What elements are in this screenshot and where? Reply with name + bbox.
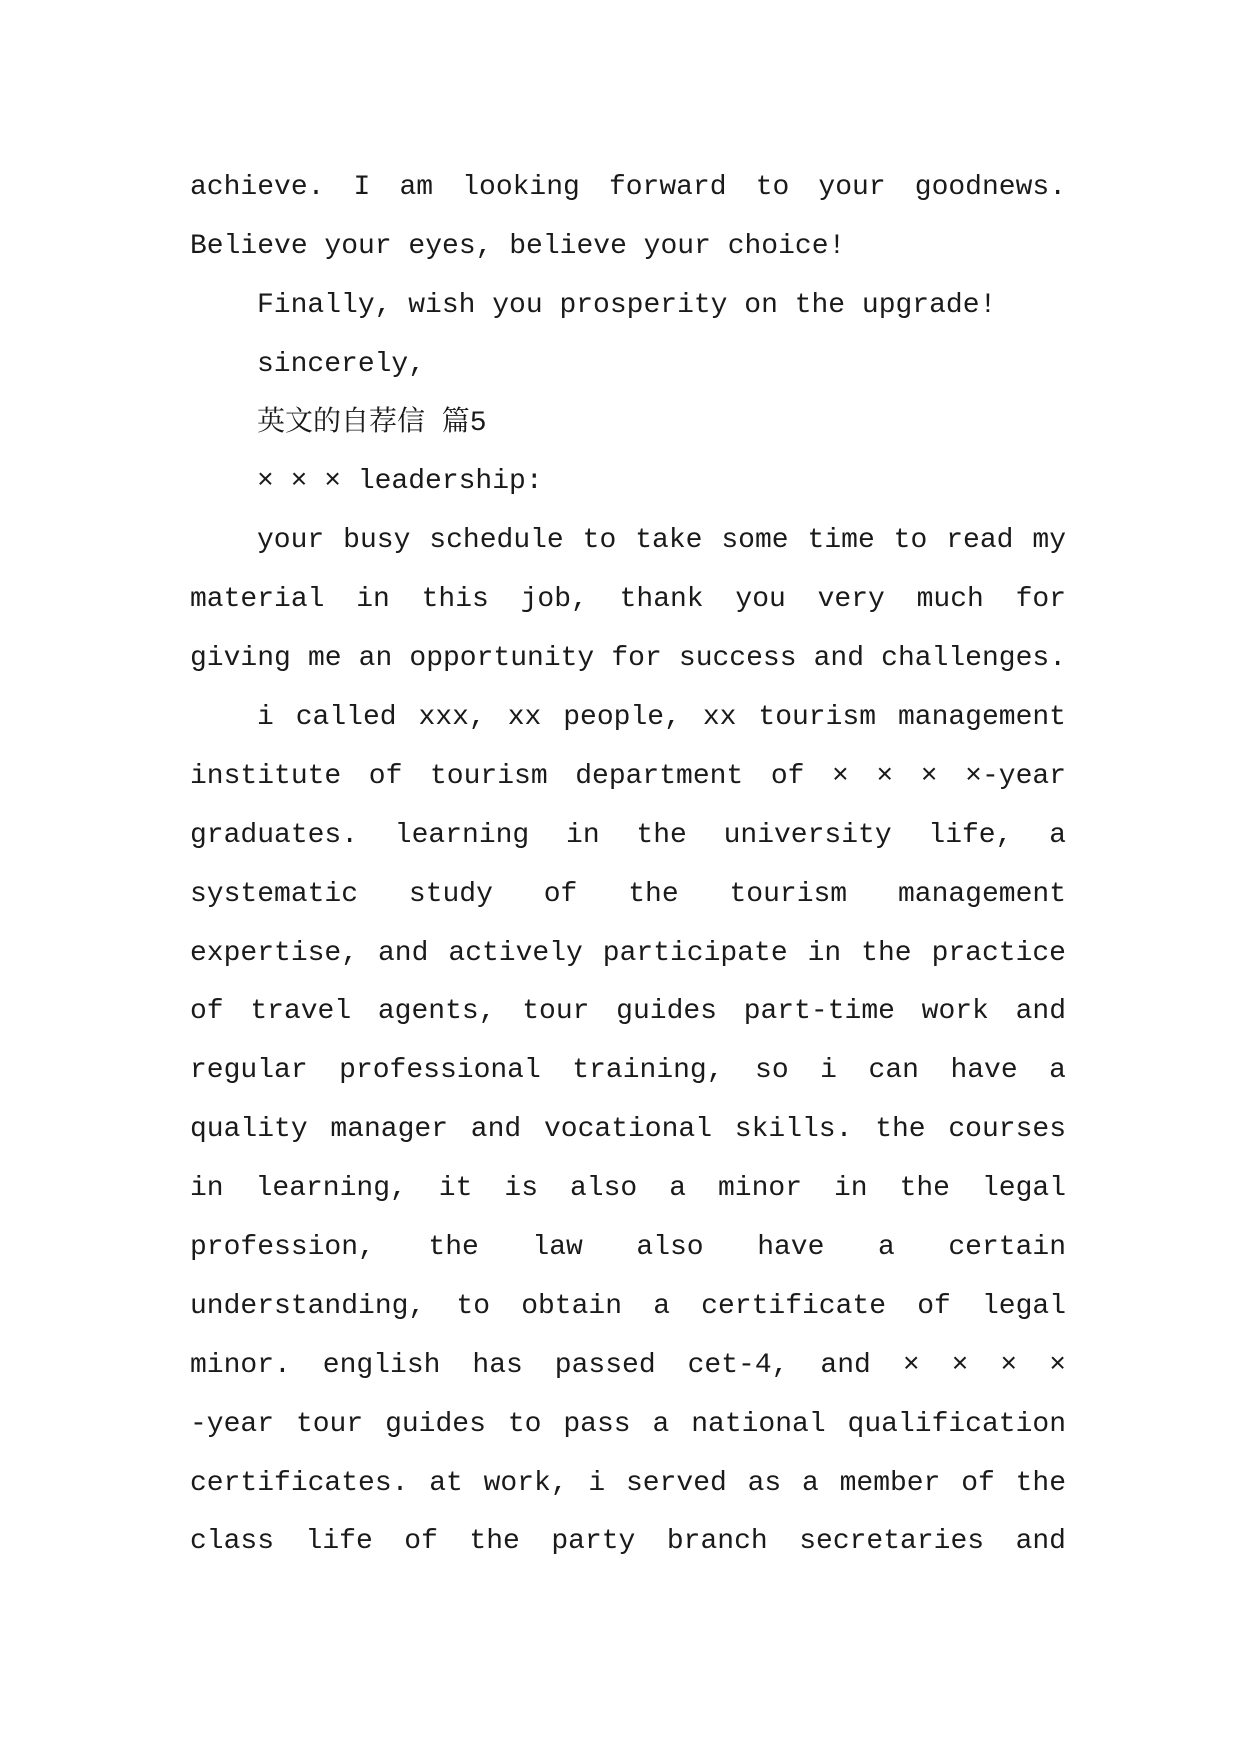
paragraph-line: of travel agents, tour guides part-time work and xyxy=(190,996,1066,1028)
closing-wish: Finally, wish you prosperity on the upgrade! xyxy=(257,289,997,321)
paragraph-line: minor. english has passed cet-4, and × × × × xyxy=(190,1349,1066,1381)
continuation-line: Believe your eyes, believe your choice! xyxy=(190,230,846,262)
paragraph-line: in learning, it is also a minor in the legal xyxy=(190,1173,1066,1205)
paragraph-line: quality manager and vocational skills. the courses xyxy=(190,1114,1066,1146)
continuation-line: achieve. I am looking forward to your goodnews. xyxy=(190,172,1066,203)
paragraph-line: profession, the law also have a certain xyxy=(190,1232,1066,1264)
section-heading: 英文的自荐信 篇5 xyxy=(257,407,487,439)
signoff: sincerely, xyxy=(257,348,426,380)
paragraph-line: class life of the party branch secretaries and xyxy=(190,1526,1066,1558)
paragraph-line: understanding, to obtain a certificate of legal xyxy=(190,1290,1066,1322)
paragraph-line: certificates. at work, i served as a member of the xyxy=(190,1467,1066,1499)
paragraph-line: graduates. learning in the university life, a xyxy=(190,819,1066,851)
paragraph-line: systematic study of the tourism management xyxy=(190,878,1066,910)
paragraph-line: -year tour guides to pass a national qualification xyxy=(190,1408,1066,1440)
paragraph-line: expertise, and actively participate in the practice xyxy=(190,937,1066,969)
paragraph-line: giving me an opportunity for success and challenges. xyxy=(190,643,1066,675)
salutation: × × × leadership: xyxy=(257,466,543,498)
paragraph-line: material in this job, thank you very much for xyxy=(190,584,1066,616)
paragraph-line: your busy schedule to take some time to read my xyxy=(257,525,1066,557)
paragraph-line: institute of tourism department of × × × ×-year xyxy=(190,760,1066,792)
paragraph-line: i called xxx, xx people, xx tourism management xyxy=(257,702,1066,734)
paragraph-line: regular professional training, so i can have a xyxy=(190,1055,1066,1087)
letter-body xyxy=(190,159,1066,1572)
